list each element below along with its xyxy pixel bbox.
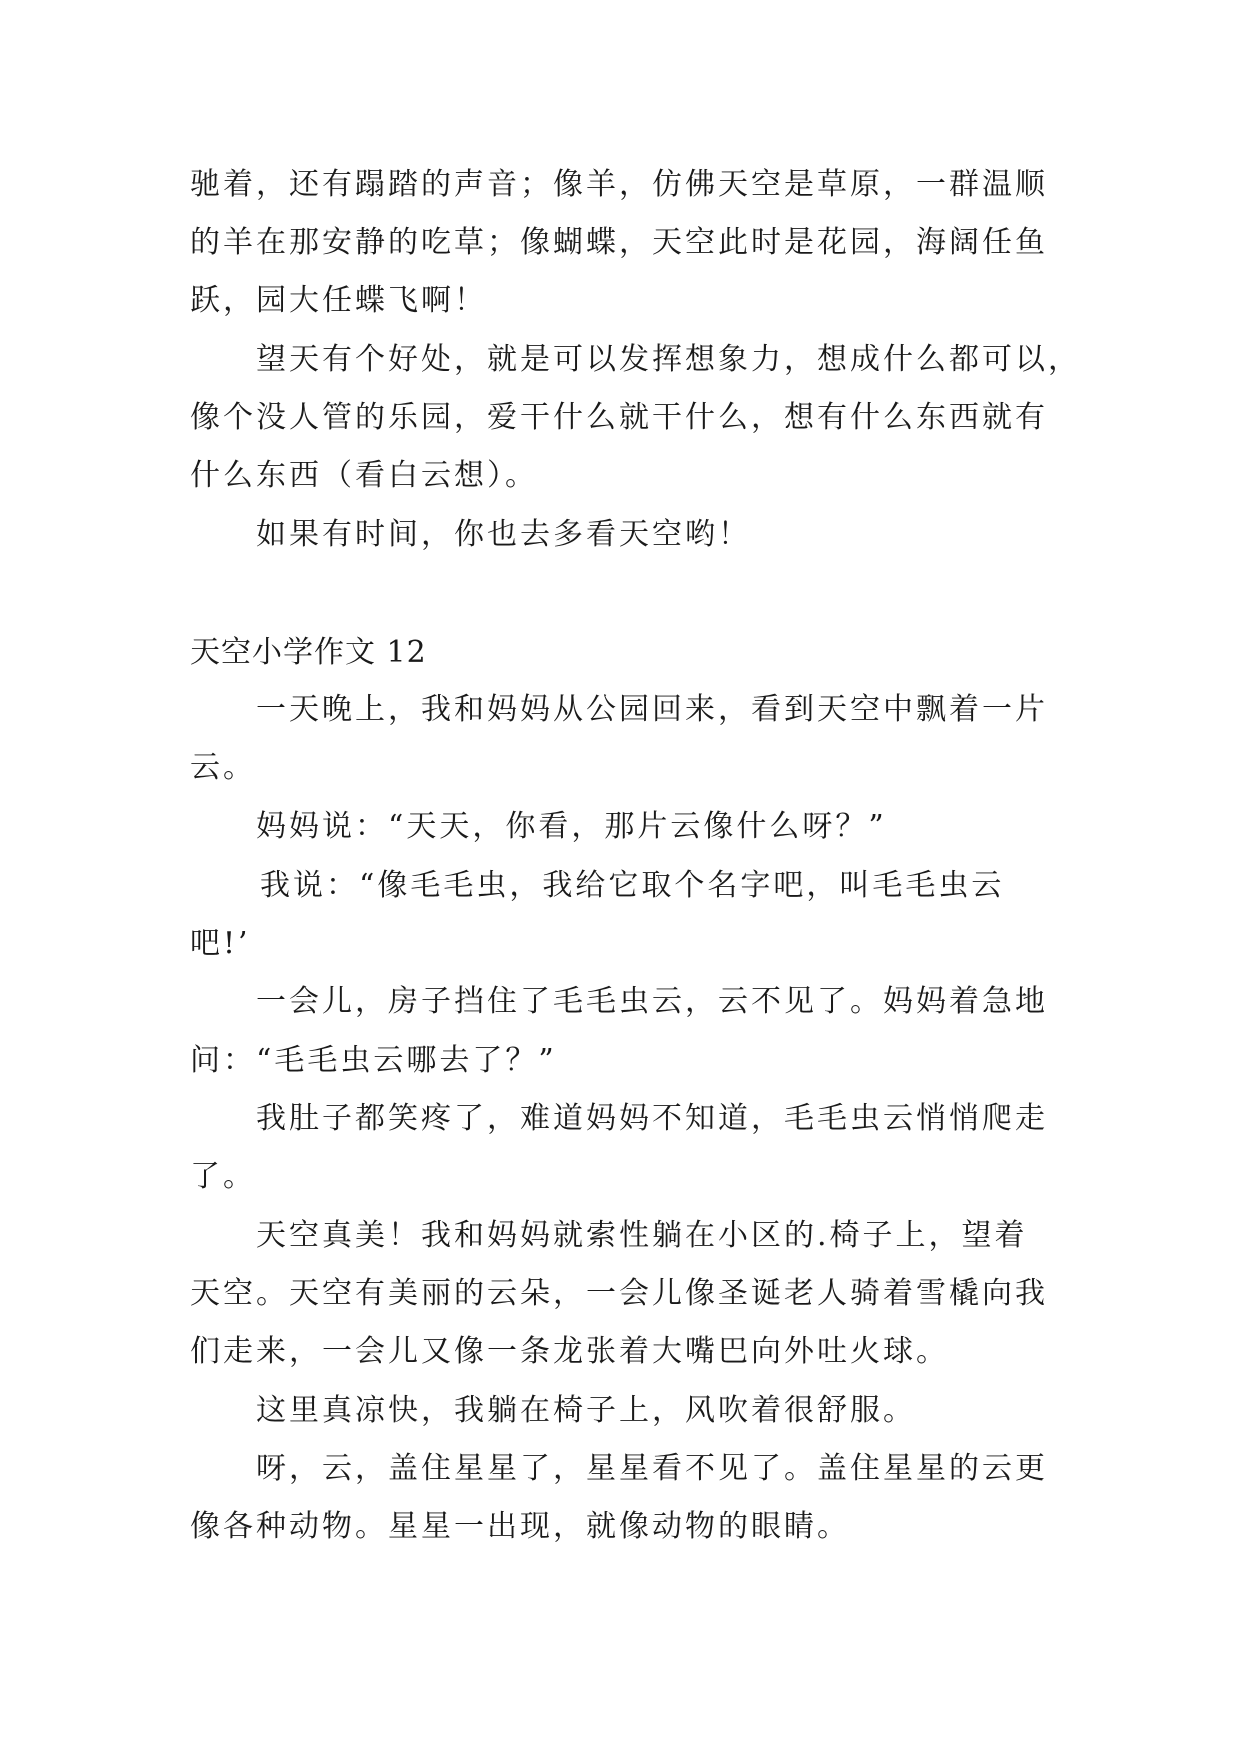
paragraph-first-line: 一会儿，房子挡住了毛毛虫云，云不见了。妈妈着急地 [256,984,1048,1019]
text-line: 像个没人管的乐园，爱干什么就干什么，想有什么东西就有 [190,400,1048,435]
text-line: 的羊在那安静的吃草；像蝴蝶，天空此时是花园，海阔任鱼 [190,225,1048,260]
text-line: 跃，园大任蝶飞啊！ [190,283,487,318]
paragraph-first-line: 如果有时间，你也去多看天空哟！ [256,517,751,552]
text-line: 驰着，还有蹋踏的声音；像羊，仿佛天空是草原，一群温顺 [190,167,1048,202]
paragraph-first-line: 妈妈说：“天天，你看，那片云像什么呀？” [256,809,887,844]
text-line: 云。 [190,750,256,785]
text-line: 了。 [190,1159,256,1194]
text-line: 天空。天空有美丽的云朵，一会儿像圣诞老人骑着雪橇向我 [190,1276,1048,1311]
paragraph-first-line: 呀，云，盖住星星了，星星看不见了。盖住星星的云更 [256,1451,1048,1486]
paragraph-first-line: 天空真美！我和妈妈就索性躺在小区的.椅子上，望着 [256,1218,1028,1253]
section-title: 天空小学作文 12 [190,635,427,670]
paragraph-first-line: 我说：“像毛毛虫，我给它取个名字吧，叫毛毛虫云 [260,868,1005,903]
text-line: 们走来，一会儿又像一条龙张着大嘴巴向外吐火球。 [190,1334,949,1369]
paragraph-first-line: 望天有个好处，就是可以发挥想象力，想成什么都可以， [256,342,1081,377]
text-line: 吧!’ [190,926,251,961]
paragraph-first-line: 我肚子都笑疼了，难道妈妈不知道，毛毛虫云悄悄爬走 [256,1101,1048,1136]
text-line: 问：“毛毛虫云哪去了？” [190,1043,557,1078]
paragraph-first-line: 这里真凉快，我躺在椅子上，风吹着很舒服。 [256,1393,916,1428]
text-line: 什么东西（看白云想）。 [190,458,538,493]
text-line: 像各种动物。星星一出现，就像动物的眼睛。 [190,1509,850,1544]
paragraph-first-line: 一天晚上，我和妈妈从公园回来，看到天空中飘着一片 [256,692,1048,727]
